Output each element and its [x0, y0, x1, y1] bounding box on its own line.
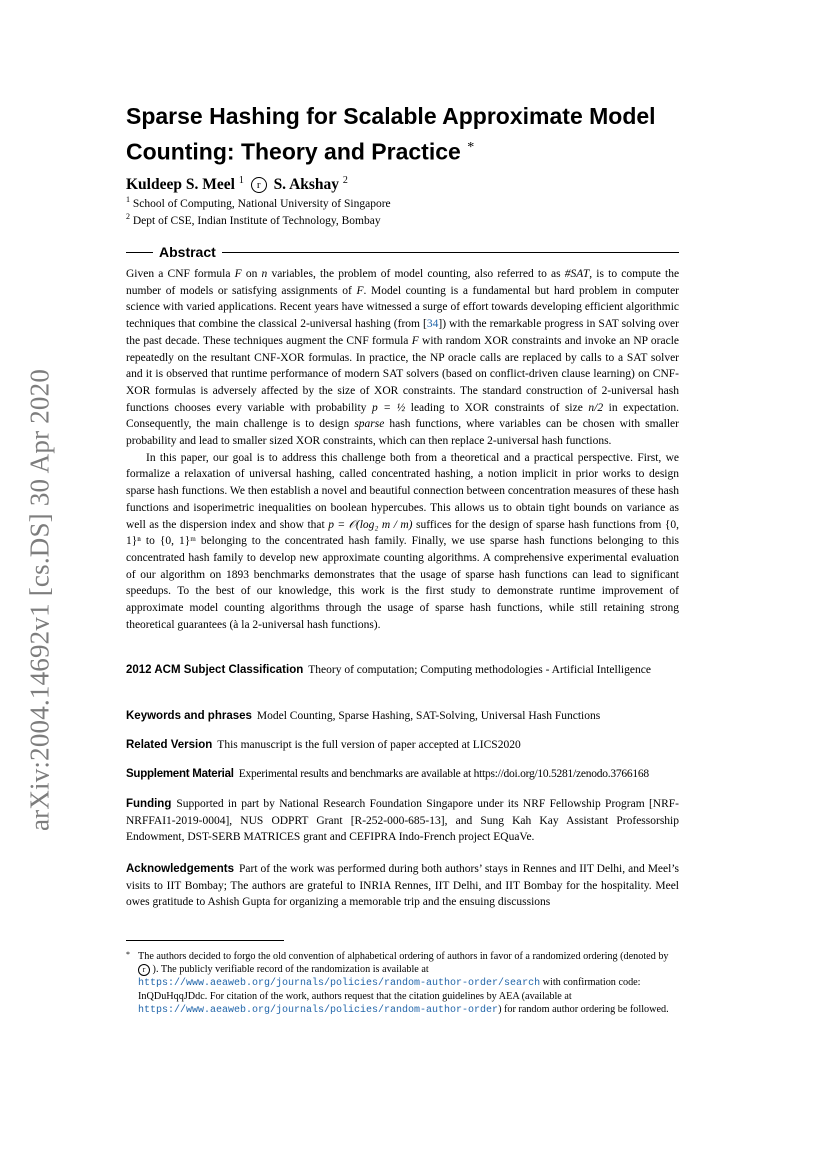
affiliation-marker: 2 — [342, 175, 348, 186]
heading-rule — [222, 252, 679, 253]
arxiv-identifier-stamp: arXiv:2004.14692v1 [cs.DS] 30 Apr 2020 — [24, 368, 55, 832]
abstract-paragraph: Given a CNF formula F on n variables, the problem of model counting, also referred to as #SAT, is to compute the number of models or satisfying assignments of F. Model counting is a fundamental but hard problem in computer science with varied applications. Recent years have witnessed a surge of effort towards developing efficient algorithmic techniques that combine the classical 2-universal hashing (from [34]) with the remarkable progress in SAT solving over the past decade. These techniques augment the CNF formula F with random XOR constraints and invoke an NP oracle repeatedly on the resultant CNF-XOR formulas. In practice, the NP oracle calls are replaced by calls to a SAT solver and it is observed that runtime performance of modern SAT solvers (based on conflict-driven clause learning) on CNF-XOR formulas is adversely affected by the size of XOR constraints. The standard construction of 2-universal hash functions chooses every variable with probability p = ½ leading to XOR constraints of size n/2 in expectation. Consequently, the main challenge is to design sparse hash functions, where variables can be chosen with smaller probability and lead to smaller sized XOR constraints, which can then replace 2-universal hash functions. — [126, 268, 680, 448]
abstract-heading: Abstract — [126, 242, 679, 262]
supplement-material: Supplement Material Experimental results and benchmarks are available at https://doi.org/10.5281/zenodo.3766168 — [126, 768, 649, 780]
author-name: Kuldeep S. Meel — [126, 176, 235, 194]
paper-title — [126, 101, 686, 168]
acm-classification: 2012 ACM Subject Classification Theory of computation; Computing methodologies - Artificial Intelligence — [126, 664, 651, 676]
acknowledgements: Acknowledgements Part of the work was performed during both authors’ stays in Rennes and IIT Delhi, and Meel’s visits to IIT Bombay; The authors are grateful to INRIA Rennes, IIT Delhi, and IIT Bombay for the hospitality. Meel owes gratitude to Ashish Gupta for organizing a memorable trip and the ensuing discussions — [126, 863, 679, 909]
citation-link[interactable]: 34 — [426, 318, 439, 331]
title-line-2: Counting: Theory and Practice — [126, 138, 461, 165]
author-order-guidelines-link[interactable]: https://www.aeaweb.org/journals/policies/random-author-order — [138, 1005, 499, 1016]
keywords: Keywords and phrases Model Counting, Sparse Hashing, SAT-Solving, Universal Hash Functions — [126, 710, 601, 722]
funding: Funding Supported in part by National Research Foundation Singapore under its NRF Fellowship Program [NRF-NRFFAI1-2019-0004], NUS ODPRT Grant [R-252-000-685-13], and Sung Kah Kay Assistant Professorship Endowment, DST-SERB MATRICES grant and CEFIPRA Indo-French project EQuaVe. — [126, 798, 679, 844]
affiliation: $^2$ Dept of CSE, Indian Institute of Technology, Bombay — [126, 212, 381, 227]
footnote-rule — [126, 940, 284, 941]
related-version: Related Version This manuscript is the full version of paper accepted at LICS2020 — [126, 739, 521, 751]
random-order-icon: r — [251, 177, 267, 193]
affiliation-marker: 1 — [238, 175, 244, 186]
footnote: * The authors decided to forgo the old convention of alphabetical ordering of authors in favor of a randomized ordering (denoted by r ). The publicly verifiable record of the randomization is available at https://www.aeaweb.org/journals/policies/random-author-order/search with confirmation code: InQDuHqqJDdc. For citation of the work, authors request that the citation guidelines by AEA (available at https://www.aeaweb.org/journals/policies/random-author-order) for random author ordering be followed. — [126, 950, 669, 1016]
abstract-paragraph: In this paper, our goal is to address this challenge both from a theoretical and a practical perspective. First, we formalize a relaxation of universal hashing, called concentrated hashing, a notion implicit in prior works to design sparse hash functions. We then establish a novel and beautiful connection between concentration measures of these hash functions and isoperimetric inequalities on boolean hypercubes. This allows us to obtain tight bounds on variance as well as the dispersion index and show that p = 𝒪(log₂ m / m) suffices for the design of sparse hash functions from {0, 1}ⁿ to {0, 1}ᵐ belonging to the concentrated hash family. Finally, we use sparse hash functions belonging to this concentrated hash family to develop new approximate counting algorithms. A comprehensive experimental evaluation of our algorithm on 1893 benchmarks demonstrates that the usage of sparse hash functions can lead to significant speedups. To the best of our knowledge, this work is the first study to demonstrate runtime improvement of approximate model counting algorithms through the usage of sparse hash functions, while still retaining strong theoretical guarantees (à la 2-universal hash functions). — [126, 451, 680, 631]
title-line-1: Sparse Hashing for Scalable Approximate Model — [126, 103, 656, 129]
author-name: S. Akshay — [273, 176, 340, 194]
footnote-marker: * — [126, 950, 130, 959]
randomization-record-link[interactable]: https://www.aeaweb.org/journals/policies/random-author-order/search — [138, 978, 541, 989]
heading-rule — [126, 252, 153, 253]
affiliation: $^1$ School of Computing, National University of Singapore — [126, 195, 391, 210]
title-footnote-marker[interactable]: * — [467, 140, 475, 155]
random-order-icon: r — [138, 964, 150, 976]
abstract-body — [126, 266, 679, 633]
author-list — [126, 175, 348, 194]
